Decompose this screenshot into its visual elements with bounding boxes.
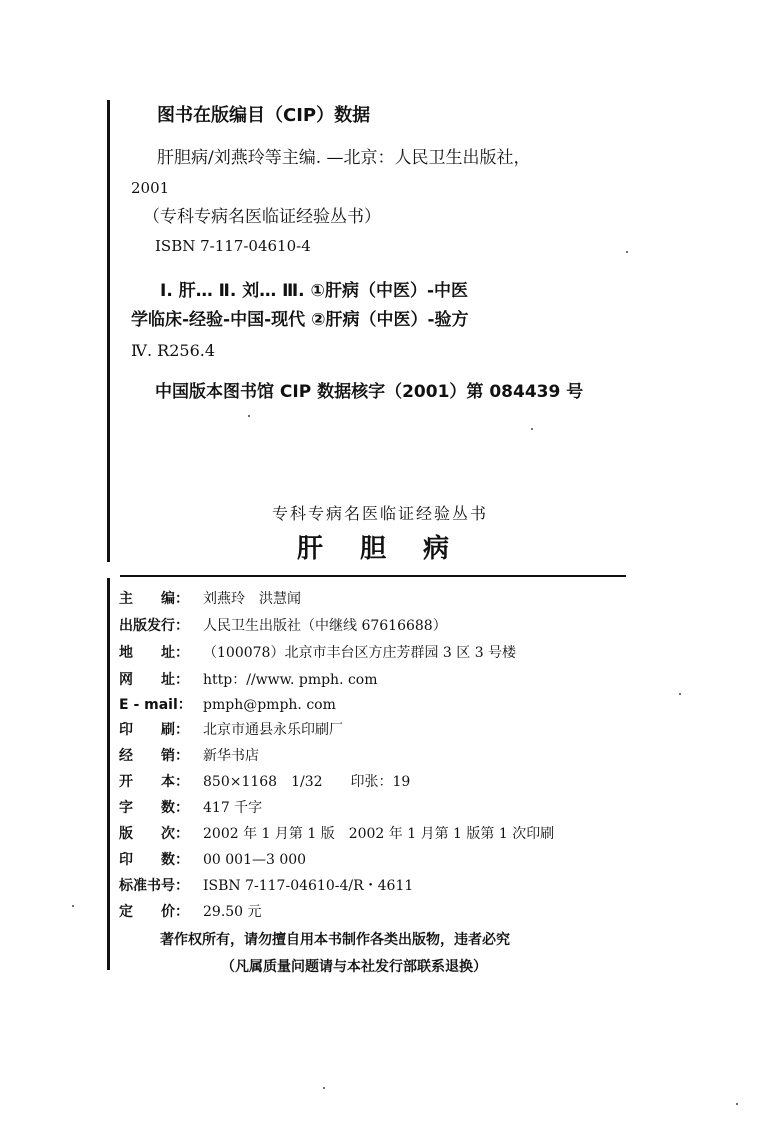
cip-heading: 图书在版编目（CIP）数据 [157, 105, 371, 126]
colophon-value: 2002 年 1 月第 1 版 2002 年 1 月第 1 版第 1 次印刷 [203, 826, 555, 842]
colophon-label: 印 数： [119, 852, 189, 868]
cip-line-year: 2001 [131, 179, 170, 197]
scan-speck [736, 1103, 738, 1105]
colophon-value: http：//www. pmph. com [203, 672, 378, 688]
left-margin-line-lower [107, 578, 110, 970]
copyright-notice: 著作权所有，请勿擅自用本书制作各类出版物，违者必究 [160, 932, 510, 948]
left-margin-line [107, 100, 110, 562]
colophon-label: 字 数： [119, 800, 189, 816]
cip-classification: Ⅳ. R256.4 [131, 341, 216, 360]
colophon-value: 刘燕玲 洪慧闻 [203, 591, 301, 607]
colophon-value: 29.50 元 [203, 904, 262, 920]
colophon-label: 印 刷： [119, 722, 189, 738]
cip-record-number: 中国版本图书馆 CIP 数据核字（2001）第 084439 号 [155, 382, 584, 402]
colophon-label: 版 次： [119, 826, 189, 842]
colophon-value: pmph@pmph. com [203, 697, 336, 713]
series-title: 专科专病名医临证经验丛书 [271, 504, 488, 523]
cip-subject-line-1: Ⅰ. 肝… Ⅱ. 刘… Ⅲ. ①肝病（中医）-中医 [160, 281, 469, 301]
colophon-label: 出版发行： [119, 618, 189, 634]
colophon-label: 标准书号： [119, 878, 189, 894]
title-divider [120, 575, 626, 577]
colophon-value: 850×1168 1/32 印张：19 [203, 774, 411, 790]
scan-speck [72, 905, 74, 907]
cip-line-isbn: ISBN 7-117-04610-4 [155, 237, 311, 255]
returns-notice: （凡属质量问题请与本社发行部联系退换） [221, 959, 487, 975]
colophon-value: 新华书店 [203, 748, 259, 764]
scan-speck [323, 1087, 325, 1089]
colophon-label: E - mail： [119, 697, 192, 713]
colophon-label: 网 址： [119, 672, 189, 688]
colophon-label: 开 本： [119, 774, 189, 790]
cip-line-series: （专科专病名医临证经验丛书） [143, 207, 381, 227]
scan-speck [626, 251, 628, 253]
colophon-value: 北京市通县永乐印刷厂 [203, 722, 343, 738]
colophon-label: 主 编： [119, 591, 189, 607]
colophon-value: 417 千字 [203, 800, 263, 816]
scan-speck [248, 415, 250, 417]
colophon-label: 定 价： [119, 904, 189, 920]
colophon-value: 人民卫生出版社（中继线 67616688） [203, 618, 447, 634]
colophon-value: 00 001—3 000 [203, 852, 307, 868]
scan-speck [531, 428, 533, 430]
scan-speck [679, 693, 681, 695]
book-title: 肝 胆 病 [296, 534, 464, 564]
cip-subject-line-2: 学临床-经验-中国-现代 ②肝病（中医）-验方 [131, 310, 469, 330]
colophon-value: （100078）北京市丰台区方庄芳群园 3 区 3 号楼 [203, 645, 517, 661]
cip-line-title: 肝胆病/刘燕玲等主编. —北京：人民卫生出版社， [157, 148, 531, 168]
colophon-value: ISBN 7-117-04610-4/R・4611 [203, 878, 414, 894]
colophon-label: 经 销： [119, 748, 189, 764]
colophon-label: 地 址： [119, 645, 189, 661]
